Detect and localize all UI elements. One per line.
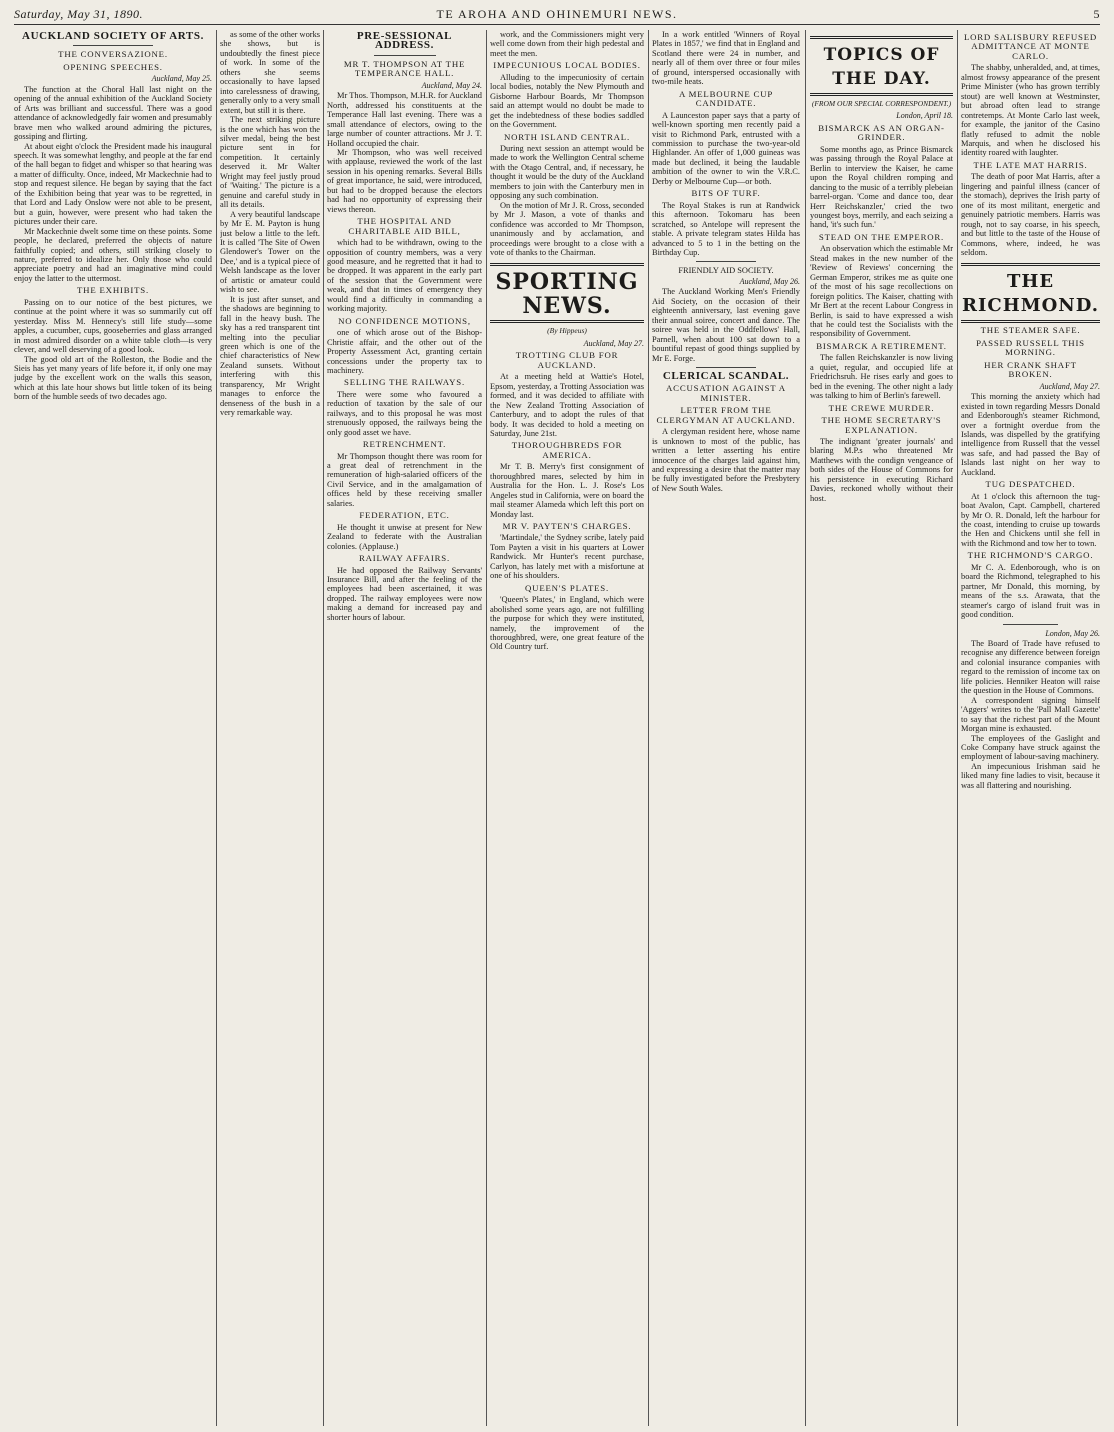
section-title: SPORTING NEWS. [495,269,639,320]
section-heading: THE HOME SECRETARY'S EXPLANATION. [821,415,942,435]
section-heading: THE LATE MAT HARRIS. [973,159,1088,170]
dateline: Auckland, May 24. [421,80,482,90]
paragraph: Mr Thompson, who was well received with applause, reviewed the work of the last session in his opening remarks. Several Bills of great importance, he said, were introduced, but had to be dropped because the electors had had no opportunity of expressing their views thereon. [327,147,482,214]
paragraph: The Auckland Working Men's Friendly Aid Society, on the occasion of their eighteenth anniversary, last evening gave their annual soiree, concert and dance. The soiree was held in the Oddfellows' Hall, Parnell, when about 100 sat down to a bountiful repast of good things supplied by Mr E. Forge. [652,287,800,363]
masthead [14,4,1100,25]
article-subheading: ACCUSATION AGAINST A MINISTER. [666,383,786,403]
richmond-banner [961,263,1100,323]
section-heading: TUG DESPATCHED. [985,479,1076,490]
paragraph: Mr Thompson thought there was room for a great deal of retrenchment in the remuneration of high-salaried officers of the Civil Service, and in the amalgamation of offices held by these receiving smaller salaries. [327,451,482,508]
paragraph: Some months ago, as Prince Bismarck was passing through the Royal Palace at Berlin to interview the Kaiser, he came upon the Royal children romping and dancing to the music of a terribly plebeian barrel-organ. 'Come and dance too, dear Herr Reichskanzler,' cried the two youngest boys, merrily, and each seizing a hand, 'it's such fun.' [810,144,953,230]
column-rule [957,30,958,1426]
article-subheading: HER CRANK SHAFT BROKEN. [984,359,1077,380]
paragraph: On the motion of Mr J. R. Cross, seconded by Mr J. Mason, a vote of thanks and confidence was accorded to Mr Thompson, unanimously and by acclamation, and proceedings were brought to a close with a vote of thanks to the Chairman. [490,200,644,257]
article-subheading: THE CONVERSAZIONE. [58,49,168,60]
issue-date: Saturday, May 31, 1890. [14,7,144,21]
topics-banner [810,36,953,96]
paragraph: Mr Thos. Thompson, M.H.R. for Auckland North, addressed his constituents at the Temperance Hall last evening. There was a small attendance of electors, owing to the large number of counter attractions. Mr J. T. Holland occupied the chair. [327,91,482,148]
paragraph: A correspondent signing himself 'Aggers' writes to the 'Pall Mall Gazette' to say that the richest part of the Mount Morgan mine is exhausted. [961,695,1100,734]
paragraph: The function at the Choral Hall last night on the opening of the annual exhibition of the Auckland Society of Arts was brilliant and successful. There was a good attendance of acknowledgedly fair women and presumably brave men who walked around admiring the pictures, gossiping and flirting. [14,84,212,142]
article-headline: CLERICAL SCANDAL. [662,369,790,382]
section-heading: QUEEN'S PLATES. [525,582,609,593]
paragraph: 'Queen's Plates,' in England, which were abolished some years ago, are not fulfilling the purpose for which they were instituted, namely, the improvement of the thoroughbred, were, one great feature of the Old Country turf. [490,595,644,652]
divider [696,367,755,368]
paragraph: During next session an attempt would be made to work the Wellington Central scheme with the Otago Central, and, if necessary, he thought it would be the duty of the Auckland members to join with the Canterbury men in opposing any such combination. [490,143,644,201]
paragraph: At about eight o'clock the President made his inaugural speech. It was somewhat lengthy, and people at the far end of the hall began to fidget and whisper so that hearing was a matter of difficulty. Once, indeed, Mr Mackechnie had to stop and request silence. He began by saying that the fact of the Exhibition being that year was to be regretted, in that Lord and Lady Onslow were not able to be present, but a guin, however, were present who had taken the pictures under their care. [14,141,212,227]
paragraph: At 1 o'clock this afternoon the tug-boat Avalon, Capt. Campbell, chartered by Mr O. R. Donald, left the harbour for the coast, intending to cruise up towards the Hen and Chickens until she fell in with the Richmond and tow her to town. [961,491,1100,548]
section-heading: RAILWAY AFFAIRS. [358,553,450,564]
paragraph: He had opposed the Railway Servants' Insurance Bill, and after the feeling of the employees had been ascertained, it was dropped. The railway employees were now making a demand for increased pay and shorter hours of labour. [327,565,482,622]
paragraph: The fallen Reichskanzler is now living a quiet, regular, and occupied life at Friedrichsruh. He rises early and goes to bed in the evening. The other night a lady was talking to him of Berlin's farewell. [810,353,953,401]
paragraph: It is just after sunset, and the shadows are beginning to fall in the heavy bush. The sky has a red transparent tint melting into the peculiar green which is one of the chief characteristics of New Zealand sunsets. Without interfering with this transparency, Mr Wright manages to enforce the denseness of the bush in a very remarkable way. [220,294,320,418]
section-title: TOPICS OF THE DAY. [823,45,940,89]
dateline: Auckland, May 25. [151,74,212,84]
column-rule [486,30,487,1426]
section-heading: IMPECUNIOUS LOCAL BODIES. [493,60,641,71]
divider [374,55,436,56]
paragraph: The employees of the Gaslight and Coke Company have struck against the employment of labour-saving machinery. [961,733,1100,762]
paragraph: An impecunious Irishman said he liked many fine ladies to visit, because it was all flattering and nourishing. [961,761,1100,790]
article-subheading: LETTER FROM THE CLERGYMAN AT AUCKLAND. [656,405,796,425]
section-heading: TROTTING CLUB FOR AUCKLAND. [515,350,619,370]
column-rule [216,30,217,1426]
paragraph: A Launceston paper says that a party of well-known sporting men recently paid a visit to Richmond Park, entrusted with a commission to purchase the two-year-old Highlander. An offer of 1,000 guineas was made but declined, it being the laudable ambition of the owner to win the V.R.C. Derby or Melbourne Cup—or both. [652,110,800,186]
column-rule [805,30,806,1426]
section-heading: BISMARCK A RETIREMENT. [816,340,947,351]
column-5 [652,30,800,1426]
section-heading: BITS OF TURF. [691,188,761,199]
column-rule [648,30,649,1426]
paragraph: Mr T. B. Merry's first consignment of thoroughbred mares, selected by him in Australia for the Hon. L. J. Rose's Los Angeles stud in California, were on board the mail steamer Alameda which left this port on Monday last. [490,462,644,519]
section-heading: THE CREWE MURDER. [828,402,935,413]
paragraph: An observation which the estimable Mr Stead makes in the new number of the 'Review of Reviews' concerning the German Emperor, strikes me as quite one of the most of his sage recollections on foreign politics. The Kaiser, chatting with Mr Bert at the recent Labour Congress in Berlin, is said to have expressed a wish that he could test the Socialists with the responsibility of Government. [810,244,953,339]
section-heading: FEDERATION, ETC. [359,510,450,521]
paragraph: Alluding to the impecuniosity of certain local bodies, notably the New Plymouth and Gisborne Harbour Boards, Mr Thompson said an attempt would no doubt be made to get the indebtedness of these bodies saddled on the Government. [490,72,644,130]
paragraph: In a work entitled 'Winners of Royal Plates in 1857,' we find that in England and Scotland there were 24 in number, and nearly all of them over three or four miles of ground, interspersed occasionally with two-mile heats. [652,30,800,87]
section-heading: THE RICHMOND'S CARGO. [967,550,1094,561]
section-heading: RETRENCHMENT. [362,439,447,450]
column-1 [14,30,212,1426]
sporting-news-banner [490,263,644,323]
section-heading: THE EXHIBITS. [77,285,149,296]
dateline: Auckland, May 27. [583,338,644,348]
dateline: Auckland, May 27. [1039,381,1100,391]
paragraph: one of which arose out of the Bishop-Christie affair, and the other out of the Property Assessment Act, granting certain concessions under the property tax to machinery. [327,328,482,375]
column-3 [327,30,482,1426]
divider [73,45,152,46]
paragraph: which had to be withdrawn, owing to the opposition of country members, was a very good measure, and he regretted that it had to be dropped. It was apparent in the early part of the session that the Government were weak, and that in times of emergency they would find a difficulty in commanding a working majority. [327,238,482,314]
section-heading: A MELBOURNE CUP CANDIDATE. [678,88,774,109]
section-heading: BISMARCK AS AN ORGAN-GRINDER. [818,122,945,143]
paragraph: He thought it unwise at present for New Zealand to federate with the Australian colonies. (Applause.) [327,522,482,551]
article-subheading: THE STEAMER SAFE. [980,325,1081,336]
section-heading: THOROUGHBREDS FOR AMERICA. [511,440,623,460]
paragraph: The death of poor Mat Harris, after a lingering and painful illness (cancer of the stomach), deprives the Irish party of one of its most militant, energetic and genuinely patriotic members. Harris was rough, not to say coarse, in his speech, and but little to the taste of the House of Commons, where, indeed, he was seldom. [961,172,1100,257]
paragraph: The next striking picture is the one which has won the silver medal, being the best picture sent in for competition. It certainly deserved it. Mr Walter Wright may feel justly proud of 'Waiting.' The picture is a genuine and careful study in all its details. [220,115,320,210]
paragraph: The shabby, unheralded, and, at times, almost frowsy appearance of the present Prime Minister (who has grown terribly stout) are well known at Westminster, but abroad often lead to strange contretemps. At Monte Carlo last week, for example, the janitor of the Casino flatly refused to admit the noble Marquis, and when he disclosed his identity roared with laughter. [961,63,1100,158]
paragraph: Passing on to our notice of the best pictures, we continue at the point where it was so summarily cut off yesterday. Miss M. Hennecy's still life study—some apples, a cucumber, cups, gooseberries and glass arranged in most admired disorder on a white table cloth—is very clever, and well deserving of a good look. [14,297,212,355]
section-heading: THE HOSPITAL AND CHARITABLE AID BILL, [348,216,461,236]
column-6 [810,30,953,1426]
paragraph: work, and the Commissioners might very well come down from their high pedestal and meet the men. [490,30,644,58]
paragraph: The Royal Stakes is run at Randwick this afternoon. Tokomaru has been scratched, so Antelope will represent the stable. A private telegram states Hilda has advanced to 5 to 1 in the betting on the Birthday Cup. [652,200,800,257]
newspaper-title: TE AROHA AND OHINEMURI NEWS. [436,7,678,21]
paragraph: At a meeting held at Wattie's Hotel, Epsom, yesterday, a Trotting Association was formed, and it was decided to affiliate with the New Zealand Trotting Association of Canterbury, and to adopt the rules of that body. It was decided to hold a meeting on Saturday, June 21st. [490,372,644,438]
article-subheading: PASSED RUSSELL THIS MORNING. [976,337,1085,358]
page-number: 5 [1093,7,1100,21]
paragraph: The Board of Trade have refused to recognise any difference between foreign and colonial insurance companies with regard to the remission of income tax on life policies. Henniker Heaton will raise the question in the House of Commons. [961,639,1100,696]
paragraph: 'Martindale,' the Sydney scribe, lately paid Tom Payten a visit in his quarters at Lower Randwick. Mr Hunter's recent purchase, Carlyon, has lately met with a misfortune at one of his shoulders. [490,533,644,581]
column-4 [490,30,644,1426]
paragraph: A clergyman resident here, whose name is unknown to most of the public, has written a letter asserting his entire innocence of the charges laid against him, and expressing a desire that the matter may be fully investigated before the Presbytery of New South Wales. [652,427,800,493]
section-heading: NO CONFIDENCE MOTIONS, [338,315,471,326]
dateline: London, April 18. [896,111,953,121]
paragraph: This morning the anxiety which had existed in town regarding Messrs Donald and Edenborough's steamer Richmond, over a fortnight overdue from the Islands, was dispelled by the gratifying intelligence from Russell that the vessel was safe, and had passed the Bay of Islands last night on her way to Auckland. [961,392,1100,477]
paragraph: A very beautiful landscape by Mr E. M. Payton is hung just below a little to the left. It is called 'The Site of Owen Glendower's Tower on the Dee,' and is a typical piece of Welsh landscape as the lover of artistic or amateur could wish to see. [220,209,320,295]
section-title: THE RICHMOND. [961,271,1099,317]
dateline: London, May 26. [1045,628,1100,638]
article-subheading: OPENING SPEECHES. [63,61,163,72]
paragraph: as some of the other works she shows, but is undoubtedly the finest piece of work. In some of the others she seems occasionally to have lapsed into carelessness of drawing, generally only to a very small extent, but still it is there. [220,30,320,115]
article-headline: PRE-SESSIONAL ADDRESS. [356,30,453,52]
section-heading: NORTH ISLAND CENTRAL. [504,131,630,142]
column-7 [961,30,1100,1426]
byline: (FROM OUR SPECIAL CORRESPONDENT.) [811,99,952,108]
section-heading: STEAD ON THE EMPEROR. [818,231,945,242]
paragraph: The indignant 'greater journals' and blaring M.P.s who threatened Mr Matthews with the condign vengeance of both sides of the House of Commons for his persistence in executing Richard Davies, reckoned wholly without their host. [810,436,953,503]
section-heading: SELLING THE RAILWAYS. [344,377,465,388]
divider [1003,624,1059,625]
article-headline: FRIENDLY AID SOCIETY. [678,266,774,276]
section-heading: MR V. PAYTEN'S CHARGES. [502,521,632,532]
divider [696,261,755,262]
byline: (By Hippeus) [547,326,587,336]
paragraph: The good old art of the Rolleston, the Bodie and the Sieis has yet many years of life before it, if only one may judge by the excellent work on the walls this season, which at this late hour shows but little token of its being born of the humble seeds of two decades ago. [14,354,212,402]
article-headline: AUCKLAND SOCIETY OF ARTS. [22,30,204,42]
dateline: Auckland, May 26. [739,276,800,286]
paragraph: Mr C. A. Edenborough, who is on board the Richmond, telegraphed to his partner, Mr Donald, this morning, by means of the s.s. Arawata, that the steamer's cargo of island fruit was in good condition. [961,562,1100,620]
article-subheading: MR T. THOMPSON AT THE TEMPERANCE HALL. [343,58,466,79]
paragraph: There were some who favoured a reduction of taxation by the sale of our railways, and to this proposal he was most strenuously opposed, the railways being the only good asset we have. [327,389,482,437]
column-2 [220,30,320,1426]
section-heading: LORD SALISBURY REFUSED ADMITTANCE AT MONTE CARLO. [963,32,1098,61]
column-rule [323,30,324,1426]
paragraph: Mr Mackechnie dwelt some time on these points. Some people, he declared, preferred the objects of nature faithfully copied; and others, still striking closely to nature, preferred to idealize her. Only those who could appreciate poetry and had an imaginative mind could enjoy the latter to the uttermost. [14,226,212,283]
